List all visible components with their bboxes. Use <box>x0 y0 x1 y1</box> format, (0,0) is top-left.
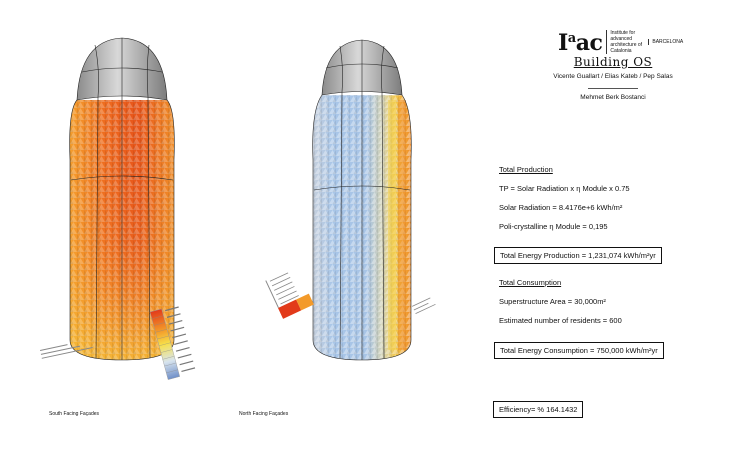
total-consumption-box: Total Energy Consumption = 750,000 kWh/m²yr <box>494 342 664 359</box>
total-production-box: Total Energy Production = 1,231,074 kWh/m²yr <box>494 247 662 264</box>
north-caption: North Facing Façades <box>239 411 289 417</box>
north-legend <box>265 266 314 318</box>
iaac-logo <box>558 30 683 54</box>
student-name: Mehmet Berk Bostanci <box>580 94 646 101</box>
production-heading: Total Production <box>499 165 553 174</box>
logo-city: BARCELONA <box>648 39 683 45</box>
consumption-heading: Total Consumption <box>499 278 562 287</box>
page-title: Building OS <box>573 55 653 69</box>
logo-word: $I^aac$ <box>558 30 603 56</box>
south-caption: South Facing Façades <box>49 411 100 417</box>
module-efficiency: Poli-crystalline η Module = 0,195 <box>499 222 608 231</box>
efficiency-box: Efficiency= % 164.1432 <box>493 401 583 418</box>
solar-radiation: Solar Radiation = 8.4176e+6 kWh/m² <box>499 203 623 212</box>
superstructure-area: Superstructure Area = 30,000m² <box>499 297 606 306</box>
north-tower <box>313 40 412 360</box>
authors: Vicente Guallart / Elias Kateb / Pep Salas <box>553 73 673 80</box>
production-formula: TP = Solar Radiation x η Module x 0.75 <box>499 184 630 193</box>
divider <box>588 88 638 89</box>
residents: Estimated number of residents = 600 <box>499 316 622 325</box>
logo-institute: Institute for advanced architecture of Catalonia <box>606 30 644 54</box>
north-legend-note <box>412 297 436 314</box>
